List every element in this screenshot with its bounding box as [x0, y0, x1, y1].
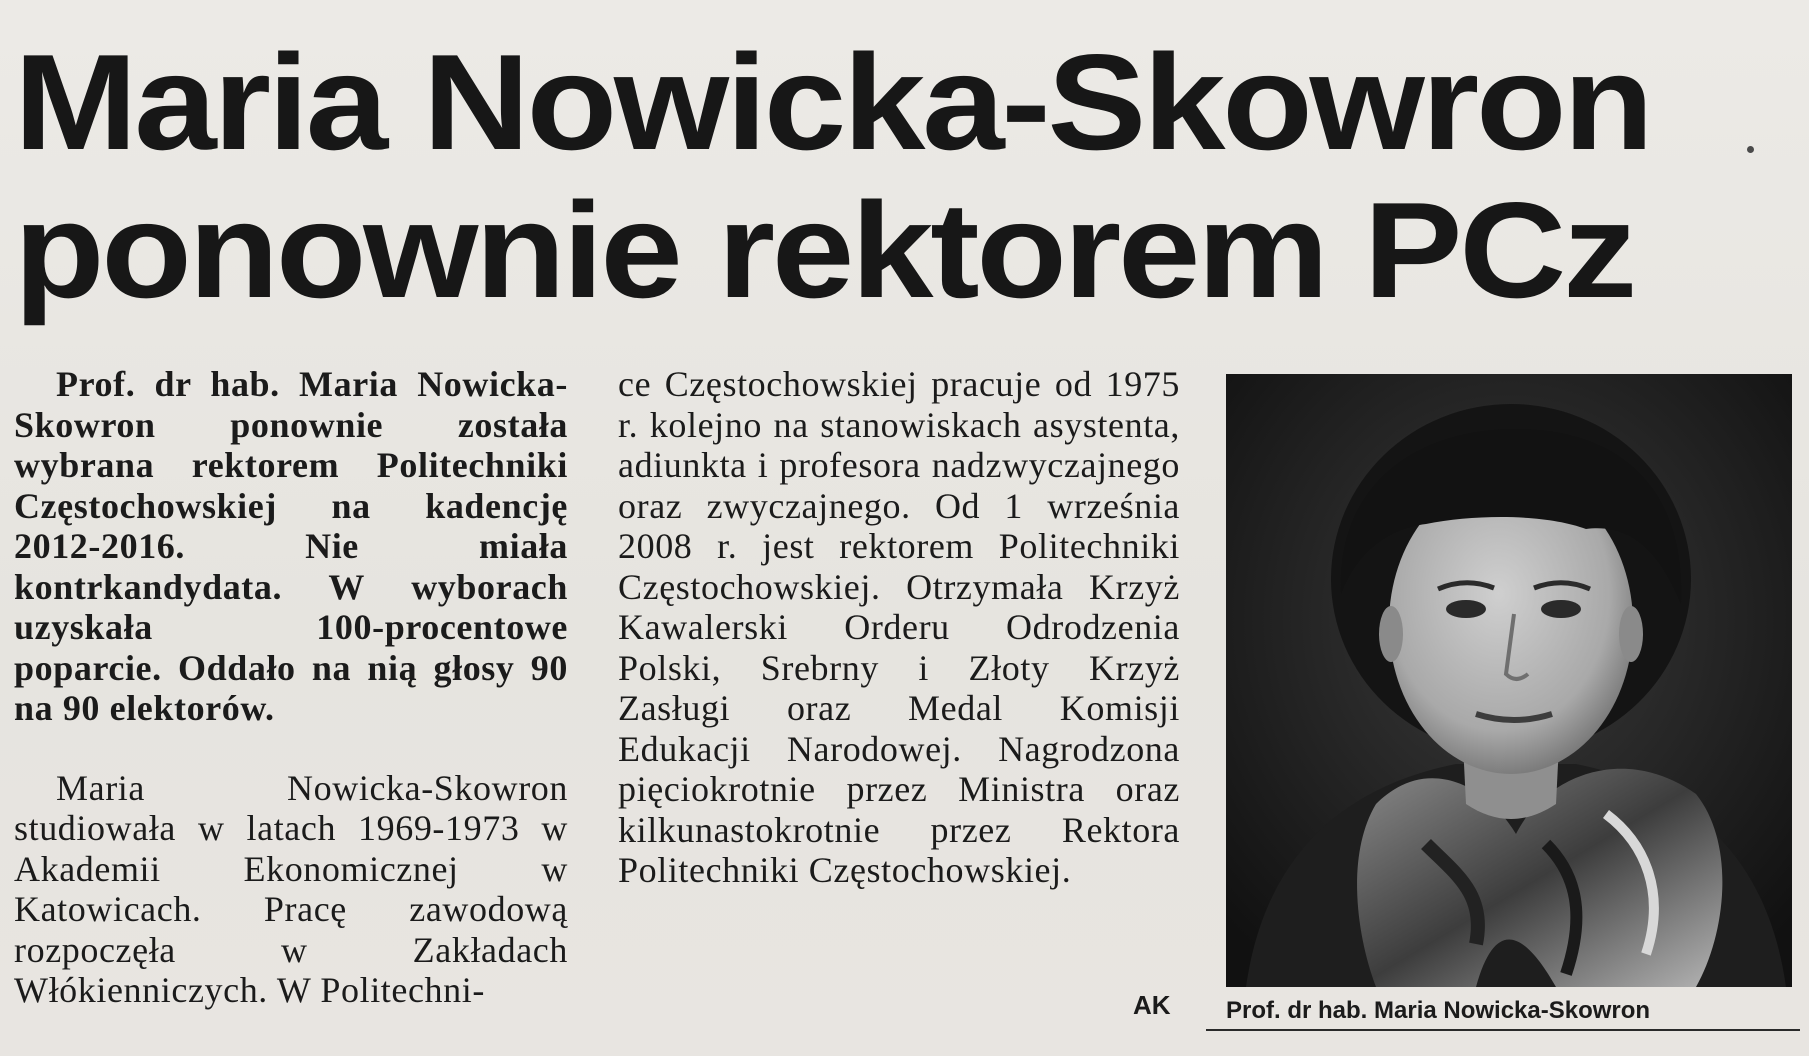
headline-line-1: Maria Nowicka-Skowron: [14, 26, 1651, 178]
article-body-part-2: ce Częstochowskiej pracuje od 1975 r. kolejno na stanowiskach asystenta, adiunkta i profesora nadzwyczajnego oraz zwyczajnego. Od 1 września 2008 r. jest rektorem Politechniki Częstochowskiej. Otrzymała Krzyż Kawalerski Orderu Odrodzenia Polski, Srebrny i Złoty Krzyż Zasługi oraz Medal Komisji Edukacji Narodowej. Nagrodzona pięciokrotnie przez Ministra oraz kilkunastokrotnie przez Rektora Politechniki Częstochowskiej.: [618, 364, 1180, 890]
article-column-1: [14, 364, 568, 1011]
article-lead: Prof. dr hab. Maria Nowicka-Skowron ponownie została wybrana rektorem Politechniki Częstochowskiej na kadencję 2012-2016. Nie miała kontrkandydata. W wyborach uzyskała 100-procentowe poparcie. Oddało na nią głosy 90 na 90 elektorów.: [14, 364, 568, 728]
photo-caption: Prof. dr hab. Maria Nowicka-Skowron: [1226, 997, 1651, 1024]
portrait-photo: [1226, 374, 1792, 987]
portrait-illustration: [1226, 374, 1792, 987]
byline: AK: [1133, 990, 1171, 1020]
article-body-part-1: Maria Nowicka-Skowron studiowała w latach 1969-1973 w Akademii Ekonomicznej w Katowicach. Pracę zawodową rozpoczęła w Zakładach Włókienniczych. W Politechni-: [14, 767, 568, 1010]
caption-rule: [1206, 1029, 1800, 1031]
headline: [14, 28, 1809, 324]
headline-line-2: ponownie rektorem PCz: [14, 174, 1634, 326]
article-column-2: [618, 364, 1180, 891]
print-speck: [1747, 146, 1754, 153]
